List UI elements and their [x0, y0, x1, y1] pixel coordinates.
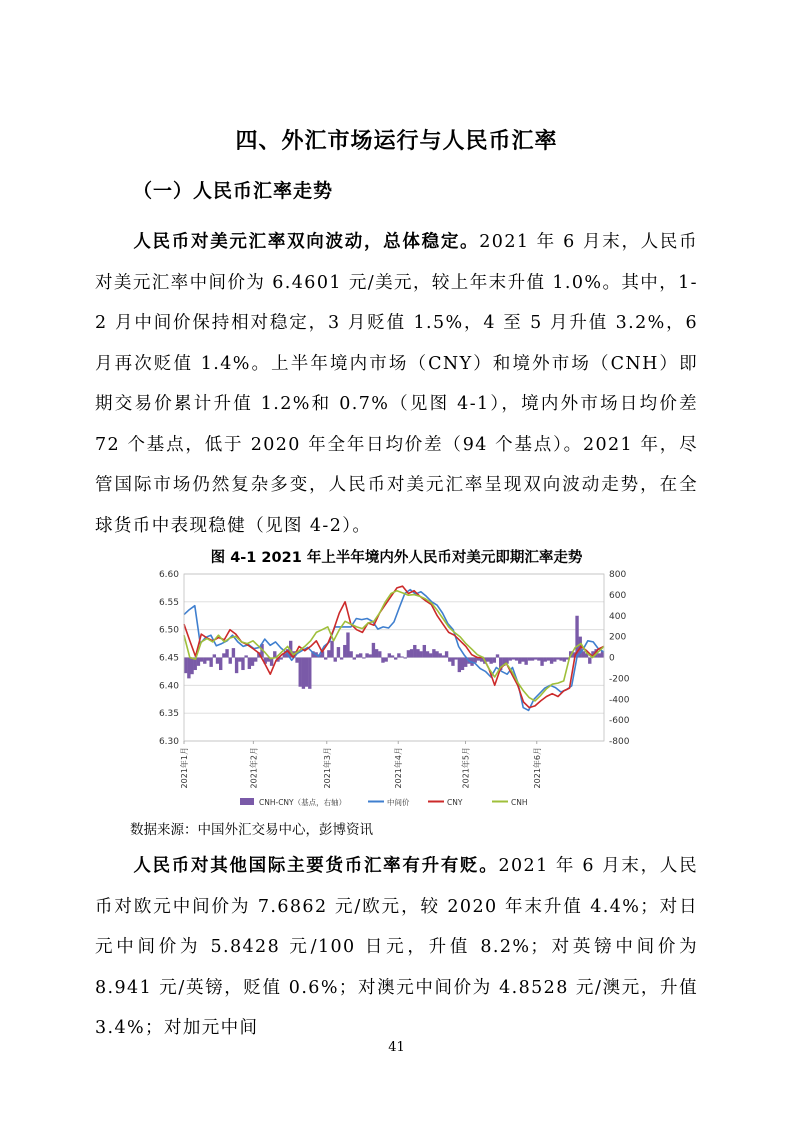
- spread-bar: [375, 649, 378, 657]
- spread-bar: [324, 658, 327, 660]
- y-left-tick-label: 6.55: [158, 597, 179, 608]
- spread-bar: [235, 658, 238, 674]
- y-left-tick-label: 6.35: [158, 709, 179, 720]
- spread-bar: [295, 658, 298, 663]
- spread-bar: [334, 658, 337, 662]
- section-title: 四、外汇市场运行与人民币汇率: [235, 128, 558, 154]
- y-right-tick-label: 400: [609, 611, 627, 622]
- y-right-tick-label: 600: [609, 590, 627, 601]
- spread-bar: [407, 650, 410, 657]
- spread-bar: [187, 658, 190, 679]
- spread-bar: [244, 655, 247, 657]
- spread-bar: [426, 651, 429, 657]
- spread-bar: [540, 658, 543, 666]
- spread-bar: [391, 655, 394, 657]
- paragraph-text: 2021 年 6 月末，人民币对美元汇率中间价为 6.4601 元/美元，较上年末升值 1.0%。其中，1-2 月中间价保持相对稳定，3 月贬值 1.5%，4 至 5 月升值 3.2%，6 月再次贬值 1.4%。上半年境内市场（CNY）和境外市场（CNH）即期交易价累计升值 1.2%和 0.7%（见图 4-1），境内外市场日均价差 72 个基点，低于 2020 年全年日均价差（94 个基点）。2021 年，尽管国际市场仍然复杂多变，人民币对美元汇率呈现双向波动走势，在全球货币中表现稳健（见图 4-2）。: [95, 232, 698, 536]
- spread-bar: [448, 658, 451, 662]
- subsection-title: （一）人民币汇率走势: [133, 180, 334, 202]
- spread-bar: [556, 658, 559, 660]
- spread-bars: [184, 616, 604, 689]
- spread-bar: [493, 658, 496, 663]
- y-right-tick-label: 0: [609, 653, 615, 664]
- spread-bar: [343, 645, 346, 658]
- spread-bar: [209, 658, 212, 667]
- spread-bar: [305, 658, 308, 687]
- spread-bar: [547, 658, 550, 661]
- spread-bar: [349, 651, 352, 657]
- spread-bar: [216, 658, 219, 664]
- spread-bar: [486, 658, 489, 662]
- y-right-tick-label: 200: [609, 632, 627, 643]
- x-tick-label: 2021年2月: [249, 747, 259, 789]
- y-left-tick-label: 6.50: [158, 625, 179, 636]
- spread-bar: [184, 658, 187, 674]
- paragraph-text: 2021 年 6 月末，人民币对欧元中间价为 7.6862 元/欧元，较 2020 年末升值 4.4%；对日元中间价为 5.8428 元/100 日元，升值 8.2%；对英镑中间价为 8.941 元/英镑，贬值 0.6%；对澳元中间价为 4.8528 元/澳元，升值 3.4%；对加元中间: [95, 856, 698, 1038]
- spread-bar: [419, 651, 422, 657]
- y-right-tick-label: -800: [609, 737, 630, 747]
- spread-bar: [362, 658, 365, 659]
- spread-bar: [372, 643, 375, 658]
- paragraph-lead: 人民币对其他国际主要货币汇率有升有贬。: [133, 856, 499, 876]
- spread-bar: [238, 658, 241, 662]
- paragraph-other-currencies: [95, 846, 698, 1049]
- legend-label: CNH: [511, 798, 528, 807]
- paragraph-usd-rate: [95, 222, 698, 546]
- spread-bar: [369, 654, 372, 657]
- spread-bar: [353, 658, 356, 660]
- spread-bar: [588, 658, 591, 664]
- spread-bar: [241, 658, 244, 671]
- spread-bar: [346, 632, 349, 657]
- figure-source: 数据来源：中国外汇交易中心，彭博资讯: [130, 822, 373, 838]
- spread-bar: [299, 658, 302, 687]
- spread-bar: [416, 649, 419, 657]
- x-tick-label: 2021年6月: [532, 747, 542, 789]
- spread-bar: [378, 651, 381, 657]
- spread-bar: [397, 653, 400, 657]
- x-tick-label: 2021年5月: [461, 747, 471, 789]
- spread-bar: [359, 653, 362, 657]
- spread-bar: [190, 658, 193, 675]
- spread-bar: [563, 658, 566, 662]
- spread-bar: [254, 658, 257, 662]
- spread-bar: [394, 658, 397, 660]
- x-tick-label: 2021年4月: [394, 747, 404, 789]
- chart-legend: [240, 797, 528, 808]
- spread-bar: [206, 658, 209, 661]
- spread-bar: [496, 654, 499, 657]
- spread-bar: [528, 658, 531, 661]
- spread-bar: [302, 658, 305, 689]
- legend-label: CNY: [447, 798, 463, 807]
- spread-bar: [512, 658, 515, 660]
- x-tick-label: 2021年3月: [322, 747, 332, 789]
- spread-bar: [559, 658, 562, 661]
- spread-bar: [404, 658, 407, 659]
- spread-bar: [442, 655, 445, 657]
- y-right-tick-label: -600: [609, 716, 630, 727]
- paragraph-lead: 人民币对美元汇率双向波动，总体稳定。: [133, 232, 480, 252]
- spread-bar: [327, 650, 330, 657]
- spread-bar: [225, 649, 228, 657]
- spread-bar: [279, 658, 282, 660]
- spread-bar: [308, 658, 311, 689]
- y-right-tick-label: -200: [609, 674, 630, 685]
- spread-bar: [251, 658, 254, 666]
- spread-bar: [381, 658, 384, 663]
- spread-bar: [197, 658, 200, 666]
- x-tick-label: 2021年1月: [180, 747, 189, 789]
- spread-bar: [474, 658, 477, 663]
- page-number: 41: [388, 1040, 405, 1055]
- spread-bar: [509, 658, 512, 661]
- spread-bar: [518, 658, 521, 664]
- spread-bar: [222, 653, 225, 657]
- spread-bar: [219, 658, 222, 671]
- spread-bar: [432, 649, 435, 657]
- spread-bar: [400, 656, 403, 657]
- spread-bar: [582, 651, 585, 657]
- spread-bar: [356, 654, 359, 657]
- spread-bar: [423, 645, 426, 658]
- spread-bar: [340, 658, 343, 660]
- figure-title: 图 4-1 2021 年上半年境内外人民币对美元即期汇率走势: [210, 550, 583, 566]
- spread-bar: [213, 654, 216, 657]
- spread-bar: [410, 649, 413, 657]
- spread-bar: [489, 658, 492, 664]
- chart-axes: [159, 570, 630, 788]
- spread-bar: [515, 658, 518, 661]
- mid-rate-line: [184, 590, 604, 711]
- spread-bar: [229, 658, 232, 664]
- y-left-tick-label: 6.40: [158, 681, 179, 692]
- y-right-tick-label: -400: [609, 695, 630, 706]
- spread-bar: [330, 641, 333, 658]
- spread-bar: [458, 658, 461, 673]
- legend-label: CNH-CNY（基点，右轴）: [259, 798, 347, 807]
- spread-bar: [429, 653, 432, 657]
- legend-label: 中间价: [387, 798, 410, 807]
- spread-bar: [248, 658, 251, 669]
- spread-bar: [461, 658, 464, 671]
- cny-line: [184, 586, 604, 707]
- spread-bar: [531, 658, 534, 661]
- spread-bar: [413, 645, 416, 658]
- spread-bar: [454, 658, 457, 660]
- y-left-tick-label: 6.30: [158, 737, 179, 747]
- spread-bar: [200, 658, 203, 662]
- chart-lines: [184, 586, 604, 710]
- spread-bar: [544, 658, 547, 662]
- legend-swatch: [240, 798, 254, 805]
- spread-bar: [534, 658, 537, 660]
- y-left-tick-label: 6.60: [158, 570, 179, 580]
- spread-bar: [598, 653, 601, 657]
- spread-bar: [388, 653, 391, 657]
- spread-bar: [203, 658, 206, 664]
- spread-bar: [521, 658, 524, 662]
- spread-bar: [365, 653, 368, 657]
- spread-bar: [439, 653, 442, 657]
- spread-bar: [537, 658, 540, 661]
- spread-bar: [435, 651, 438, 657]
- spread-bar: [550, 658, 553, 664]
- spread-bar: [445, 651, 448, 657]
- exchange-rate-chart: [140, 565, 640, 817]
- spread-bar: [451, 658, 454, 666]
- y-left-tick-label: 6.45: [158, 653, 179, 664]
- spread-bar: [232, 648, 235, 657]
- spread-bar: [553, 658, 556, 662]
- y-right-tick-label: 800: [609, 570, 627, 580]
- spread-bar: [384, 658, 387, 662]
- spread-bar: [337, 647, 340, 657]
- spread-bar: [524, 658, 527, 665]
